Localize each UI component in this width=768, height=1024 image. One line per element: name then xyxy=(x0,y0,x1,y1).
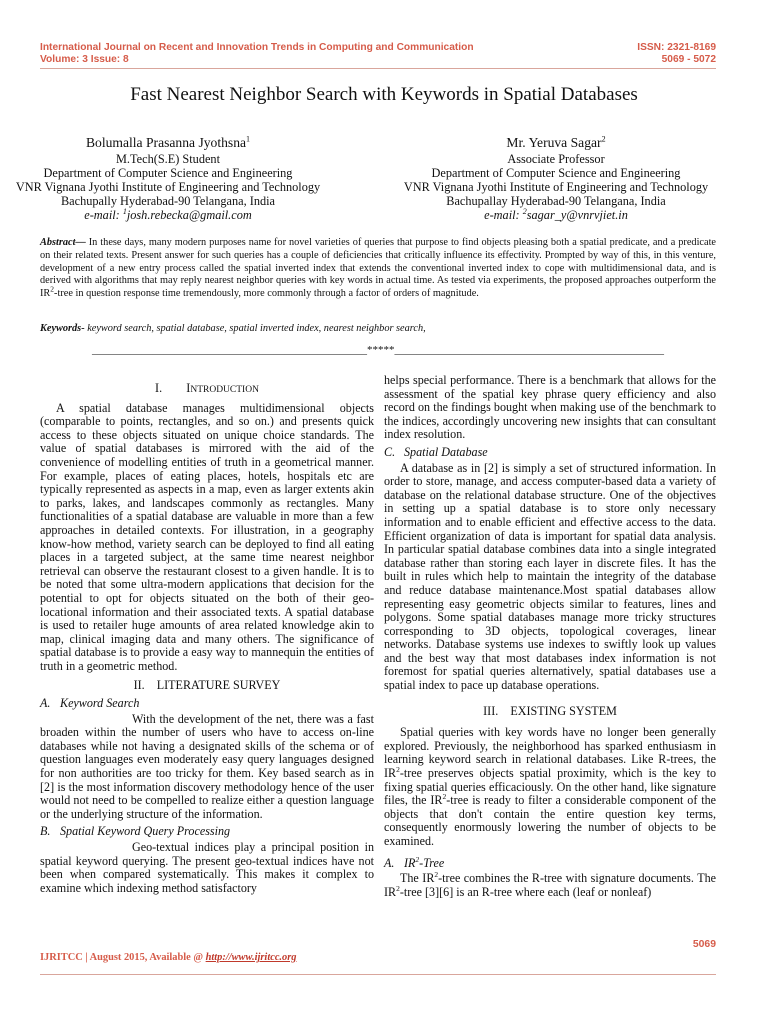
author-name: Mr. Yeruva Sagar$^2$ xyxy=(506,134,606,150)
author-block-2 xyxy=(386,134,726,222)
section-separator: __________________________________________________*****_________________________________________________ xyxy=(92,344,664,356)
author-institute: VNR Vignana Jyothi Institute of Engineering and Technology xyxy=(403,180,709,194)
author-name: Bolumalla Prasanna Jyothsna$^1$ xyxy=(85,134,251,150)
paragraph: Spatial queries with key words have no longer been generally explored. Previously, the neighborhood has sparked enthusiasm in learning keyword search in relational databases. Like R-trees, the $IR^2$-tree preserves objects spatial proximity, which is the key to fixing spatial queries efficaciously. On the other hand, like signature files, the $IR^2$-tree is ready to filter a considerable component of the objects that don't contain the entire question key terms, consequently enormously lowering the number of objects to be examined. xyxy=(384,725,716,848)
paragraph: A spatial database manages multidimensional objects (comparable to points, rectangles, and so on.) and presents quick access to these objects situated on unique choice standards. The value of spatial databases is mirrored with the aid of the convenience of modelling entities of truth in a geometrical manner. For example, places of eating places, hotels, hospitals etc are typically represented as aspects in a map, even as larger extents akin to parks, lakes, and landscapes commonly as rectangles. Many functionalities of a spatial database are valuable in more than a few approaches in detailed contexts. For illustration, in a geography know-how method, variety search can be deployed to find all eating places in a targeted subject, at the same time nearest neighbor retrieval can observe the restaurant closest to a given handle. It is to be noted that some ultra-modern applications that decision for the potential to opt for objects situated on the both of their geo-locational information and their associated texts. A spatial database is used to retailer huge amounts of area related knowledge akin to map, clinical imaging data and many others. The significance of spatial database is to provide a easy way to mannequin the entities of truth in a geometric method. xyxy=(40,400,374,673)
section-heading-literature-survey: II. LITERATURE SURVEY xyxy=(133,678,281,693)
author-place: Bachupallay Hyderabad-90 Telangana, India xyxy=(446,194,666,208)
subsection-heading: B. Spatial Keyword Query Processing xyxy=(40,824,231,839)
header-rule xyxy=(40,68,716,69)
abstract: Abstract— In these days, many modern purposes name for novel varieties of queries that purpose to find objects pleasing both a spatial predicate, and a predicate on their related texts. Present answer for such queries has a couple of deficiencies that critically influence its effectivity. Prompted by way of this, in this venture, development of a new entry process called the spatial inverted index that extends the conventional inverted index to cope with multidimensional data, and is derived with algorithms that may reply nearest neighbor queries with key words in actual time. As tested via experiments, the proposed approaches outperform the $IR^2$-tree in question response time tremendously, more commonly through a factor of orders of magnitude. xyxy=(40,237,716,300)
right-column xyxy=(384,374,716,899)
author-place: Bachupally Hyderabad-90 Telangana, India xyxy=(60,194,276,208)
left-column xyxy=(40,376,374,895)
paragraph: The $IR^2$-tree combines the R-tree with signature documents. The $IR^2$-tree [3][6] is an R-tree where each (leaf or nonleaf) xyxy=(384,870,716,899)
paragraph: Geo-textual indices play a principal position in spatial keyword querying. The present geo-textual indices have not been when compared systematically. This makes it complex to examine which indexing method satisfactory xyxy=(40,840,374,895)
author-institute: VNR Vignana Jyothi Institute of Engineering and Technology xyxy=(15,180,321,194)
author-dept: Department of Computer Science and Engineering xyxy=(431,166,681,180)
journal-name: International Journal on Recent and Innovation Trends in Computing and Communication xyxy=(40,42,474,53)
journal-volume: Volume: 3 Issue: 8 xyxy=(40,54,129,65)
paper-title: Fast Nearest Neighbor Search with Keywords in Spatial Databases xyxy=(130,84,638,105)
author-email: e-mail: $^1$josh.rebecka@gmail.com xyxy=(84,206,252,222)
author-dept: Department of Computer Science and Engineering xyxy=(43,166,293,180)
journal-issn: ISSN: 2321-8169 xyxy=(637,42,716,53)
paragraph: With the development of the net, there was a fast broaden within the number of users who have to access on-line databases while not having a designated skills of the schema or of question languages even moderately easy query languages designed for non authorities are too tricky for them. Key based search as in [2] is the most information discovery methodology hence of the user would not need to be compelled to realize either a question language or the underlying structure of the information. xyxy=(40,711,374,821)
keywords xyxy=(40,323,716,334)
subsection-heading: A. Keyword Search xyxy=(40,696,140,711)
author-block-1 xyxy=(0,134,336,222)
paragraph: helps special performance. There is a benchmark that allows for the assessment of the spatial key phrase query efficiency and also record on the findings bought when making use of the benchmark to the indices, accordingly uncovering new insights that can consultant index resolution. xyxy=(384,373,716,442)
author-email: e-mail: $^2$sagar_y@vnrvjiet.in xyxy=(484,206,628,222)
paragraph: A database as in [2] is simply a set of structured information. In order to store, manage, and access computer-based data a variety of database on the relational database structure. One of the objectives in setting up a spatial database is to store only necessary information and to enable efficient and effective access to the data. Efficient organization of data is important for spatial data analysis. In particular spatial database combines data into a single integrated database rather than storing each layer in discrete files. It has the built in rules which help to maintain the integrity of the database and reduce database maintenance.Most spatial databases allow representing easy geometric objects similar to features, lines and polygons. Some spatial databases manage more tricky structures corresponding to 3D objects, topological coverages, linear networks. Database systems use indexes to swiftly look up values and the best way that most databases index information is not foremost for spatial queries alternatively, spatial databases use a spatial index to pace up database operations. xyxy=(384,460,716,693)
author-role: Associate Professor xyxy=(507,152,605,166)
subsection-heading: A. $IR^2$-Tree xyxy=(384,854,445,870)
keywords-text: keyword search, spatial database, spatial inverted index, nearest neighbor search, xyxy=(84,323,426,334)
author-role: M.Tech(S.E) Student xyxy=(116,152,220,166)
keywords-label: Keywords- xyxy=(40,323,85,334)
section-heading-introduction: I. INTRODUCTION xyxy=(155,381,259,395)
section-heading-existing-system: III. EXISTING SYSTEM xyxy=(483,703,617,718)
footer-rule xyxy=(40,974,716,975)
subsection-heading: C. Spatial Database xyxy=(384,444,488,459)
abstract-label: Abstract— xyxy=(40,237,86,248)
footer-text: IJRITCC | August 2015, Available @ http://www.ijritcc.org xyxy=(40,952,297,963)
page-number: 5069 xyxy=(692,939,716,950)
journal-url-link[interactable]: http://www.ijritcc.org xyxy=(205,952,297,963)
journal-pages: 5069 - 5072 xyxy=(661,54,716,65)
